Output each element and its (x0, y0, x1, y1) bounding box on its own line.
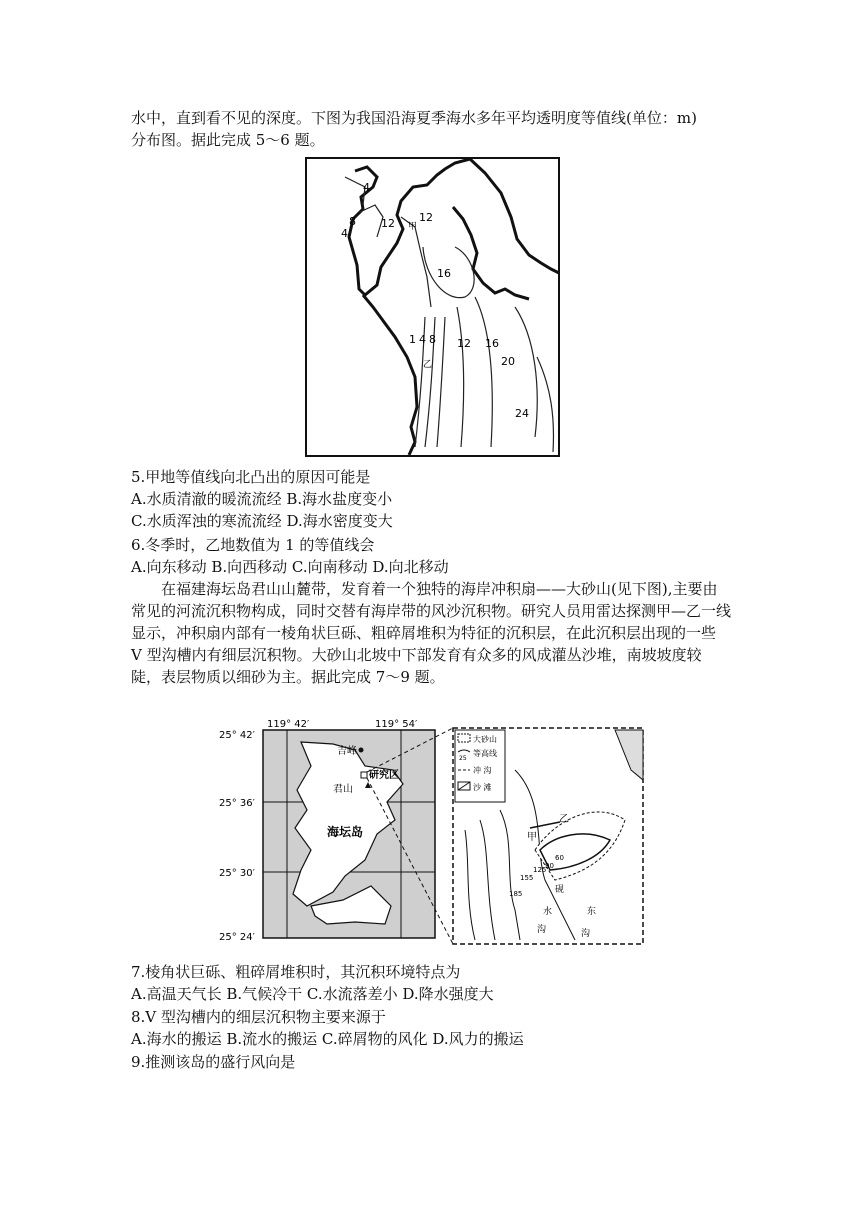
gully-right-2: 沟 (581, 929, 591, 939)
intro-line-1: 水中，直到看不见的深度。下图为我国沿海夏季海水多年平均透明度等值线(单位：m) (131, 109, 697, 127)
q9-stem: 9.推测该岛的盛行风向是 (131, 1053, 296, 1071)
q6-options: A.向东移动 B.向西移动 C.向南移动 D.向北移动 (131, 558, 449, 576)
lat-label-4: 25° 24′ (219, 932, 255, 943)
legend-beach: 沙 滩 (473, 783, 492, 792)
lat-label-1: 25° 42′ (219, 730, 255, 741)
island-name: 海坛岛 (327, 825, 364, 839)
label-4-low: 4 (419, 333, 426, 346)
legend-contour: 等高线 (473, 749, 497, 758)
label-8-low: 8 (429, 333, 436, 346)
lon-label-2: 119° 54′ (375, 719, 418, 730)
label-12-low: 12 (457, 337, 471, 350)
q7-options: A.高温天气长 B.气候冷干 C.水流落差小 D.降水强度大 (131, 985, 494, 1003)
label-4-mid: 4 (341, 227, 348, 240)
inset-yi: 乙 (559, 814, 569, 825)
contour-185: 185 (509, 890, 523, 898)
q8-options: A.海水的搬运 B.流水的搬运 C.碎屑物的风化 D.风力的搬运 (131, 1030, 524, 1048)
place-jifeng: 吉峰 (337, 746, 357, 757)
label-jia: 甲 (408, 222, 418, 232)
label-4-top: 4 (363, 181, 370, 194)
lon-label-1: 119° 42′ (267, 719, 310, 730)
q5-options-ab: A.水质清澈的暖流流经 B.海水盐度变小 (131, 490, 393, 508)
contour-125: 125 (533, 866, 547, 874)
gully-left-2: 水 (543, 907, 553, 917)
label-1: 1 (409, 333, 416, 346)
q6-stem: 6.冬季时，乙地数值为 1 的等值线会 (131, 536, 375, 554)
q5-options-cd: C.水质浑浊的寒流流经 D.海水密度变大 (131, 512, 393, 530)
study-area-label: 研究区 (369, 770, 399, 781)
transparency-isoline-map (305, 157, 560, 457)
label-yi: 乙 (423, 360, 433, 370)
q5-stem: 5.甲地等值线向北凸出的原因可能是 (131, 468, 371, 486)
legend-number: 25 (459, 755, 467, 762)
contour-90: 90 (545, 862, 554, 870)
legend-gully: 冲 沟 (473, 766, 492, 775)
contour-60: 60 (555, 854, 564, 862)
label-12-a: 12 (381, 217, 395, 230)
inset-jia: 甲 (527, 832, 537, 843)
gully-left-3: 沟 (537, 925, 547, 935)
place-junshan: 君山 (333, 784, 353, 795)
legend-dashashan: 大砂山 (473, 735, 497, 744)
q7-stem: 7.棱角状巨砾、粗碎屑堆积时，其沉积环境特点为 (131, 963, 461, 981)
label-16-low: 16 (485, 337, 499, 350)
gully-right-1: 东 (587, 907, 597, 917)
intro-line-2: 分布图。据此完成 5～6 题。 (131, 131, 325, 149)
label-8: 8 (349, 215, 356, 228)
passage-2: 在福建海坛岛君山山麓带，发育着一个独特的海岸冲积扇——大砂山(见下图),主要由常见的河流沉积物构成，同时交替有海岸带的风沙沉积物。研究人员用雷达探测甲—乙一线显示，冲积扇内部有一棱角状巨砾、粗碎屑堆积为特征的沉积层，在此沉积层出现的一些 V 型沟槽内有细层沉积物。大砂山北坡中下部发育有众多的风成灌丛沙堆，南坡坡度较陡，表层物质以细砂为主。据此完成 7～9 题。 (131, 580, 732, 686)
label-20: 20 (501, 355, 515, 368)
label-24: 24 (515, 407, 529, 420)
haitan-island-map (215, 710, 645, 950)
label-16-a: 16 (437, 267, 451, 280)
gully-left-1: 砚 (555, 885, 565, 895)
q8-stem: 8.V 型沟槽内的细层沉积物主要来源于 (131, 1008, 386, 1026)
lat-label-2: 25° 36′ (219, 798, 255, 809)
lat-label-3: 25° 30′ (219, 868, 255, 879)
label-12-b: 12 (419, 211, 433, 224)
contour-155: 155 (520, 874, 534, 882)
